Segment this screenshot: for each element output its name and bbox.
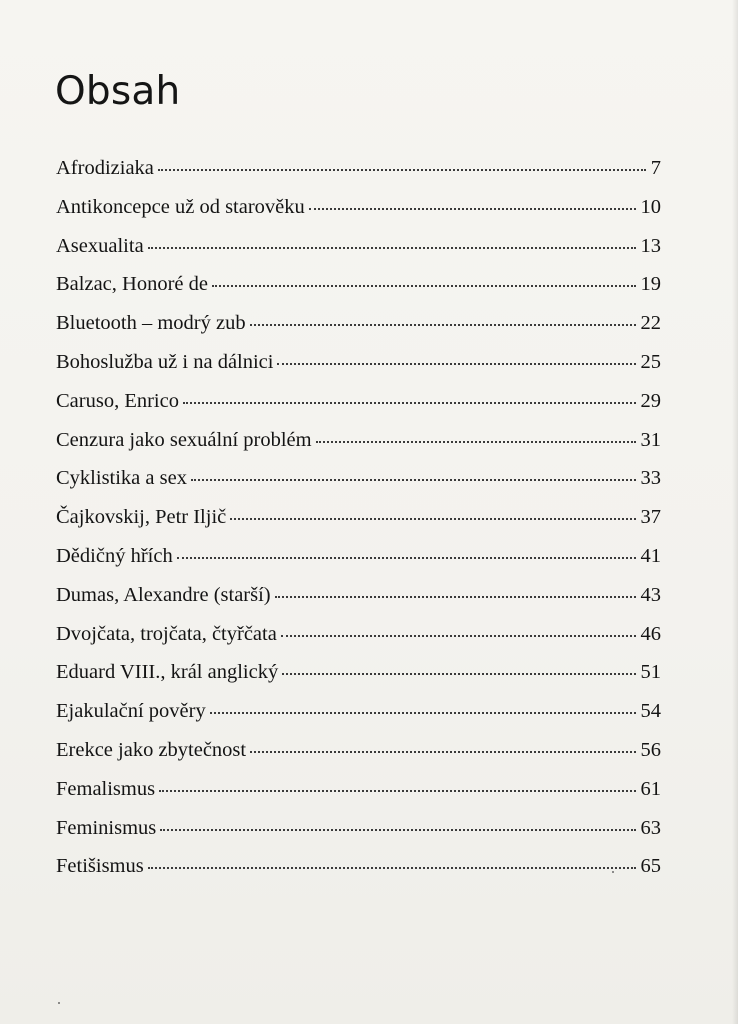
toc-entry [56,390,661,429]
toc-entry-title: Cyklistika a sex [56,467,187,490]
toc-entry [56,545,661,584]
toc-entry-page-number: 41 [640,544,661,567]
toc-entry-title: Femalismus [56,777,156,800]
toc-entry-page-number: 51 [640,661,661,684]
toc-entry [56,623,661,662]
toc-entry [56,235,661,274]
toc-entry-title: Fetišismus [56,855,144,878]
dot-leader [177,557,636,559]
toc-entry [56,739,661,778]
toc-entry [56,506,661,545]
dot-leader [277,363,635,365]
toc-entry-title: Afrodiziaka [56,157,154,179]
toc-entry-title: Eduard VIII., král anglický [56,661,279,684]
paper-speck [612,871,614,873]
toc-entry-page-number: 31 [640,428,661,451]
toc-entry-title: Dvojčata, trojčata, čtyřčata [56,622,277,645]
dot-leader [158,169,646,171]
toc-entry-title: Ejakulační pověry [56,700,206,723]
toc-entry-page-number: 22 [640,312,661,335]
toc-entry [56,157,661,196]
table-of-contents [56,157,661,894]
toc-entry [56,196,661,235]
toc-entry-title: Caruso, Enrico [56,389,179,412]
toc-entry-title: Cenzura jako sexuální problém [56,428,312,451]
dot-leader [212,285,636,287]
dot-leader [148,867,636,869]
toc-entry-page-number: 46 [640,622,661,645]
dot-leader [159,790,635,792]
toc-entry-page-number: 13 [640,234,661,257]
toc-entry-page-number: 25 [640,350,661,373]
toc-entry-page-number: 10 [640,195,661,218]
dot-leader [160,829,635,831]
toc-entry-title: Asexualita [56,234,144,257]
paper-speck [58,1002,60,1004]
dot-leader [148,247,636,249]
dot-leader [183,402,636,404]
page-title: Obsah [55,69,181,114]
toc-entry-title: Erekce jako zbytečnost [56,738,247,761]
toc-entry-title: Antikoncepce už od starověku [56,195,305,218]
toc-entry-title: Balzac, Honoré de [56,273,208,296]
toc-entry [56,273,661,312]
toc-entry-page-number: 19 [640,273,661,296]
toc-entry-title: Čajkovskij, Petr Iljič [56,506,227,529]
toc-entry-page-number: 63 [640,816,661,839]
toc-entry-title: Dědičný hřích [56,544,173,567]
toc-entry [56,778,661,817]
dot-leader [316,441,636,443]
toc-entry [56,584,661,623]
toc-entry [56,351,661,390]
dot-leader [250,751,635,753]
toc-entry-page-number: 29 [640,389,661,412]
dot-leader [230,518,635,520]
dot-leader [281,635,636,637]
toc-entry [56,312,661,351]
toc-entry-title: Feminismus [56,816,157,839]
page-edge-shadow [732,0,738,1024]
toc-entry-page-number: 7 [650,157,661,179]
toc-entry [56,661,661,700]
toc-entry [56,700,661,739]
toc-entry-title: Bohoslužba už i na dálnici [56,350,274,373]
dot-leader [275,596,636,598]
toc-entry-page-number: 43 [640,583,661,606]
toc-entry [56,855,661,894]
toc-entry-page-number: 61 [640,777,661,800]
dot-leader [309,208,636,210]
toc-entry-page-number: 33 [640,467,661,490]
dot-leader [250,324,636,326]
toc-entry-title: Dumas, Alexandre (starší) [56,583,271,606]
toc-entry-page-number: 37 [640,506,661,529]
toc-entry-page-number: 54 [640,700,661,723]
toc-entry-page-number: 65 [640,855,661,878]
toc-entry-page-number: 56 [640,738,661,761]
dot-leader [282,673,635,675]
toc-entry [56,467,661,506]
toc-entry [56,817,661,856]
dot-leader [191,479,636,481]
toc-entry-title: Bluetooth – modrý zub [56,312,246,335]
toc-entry [56,429,661,468]
dot-leader [210,712,636,714]
